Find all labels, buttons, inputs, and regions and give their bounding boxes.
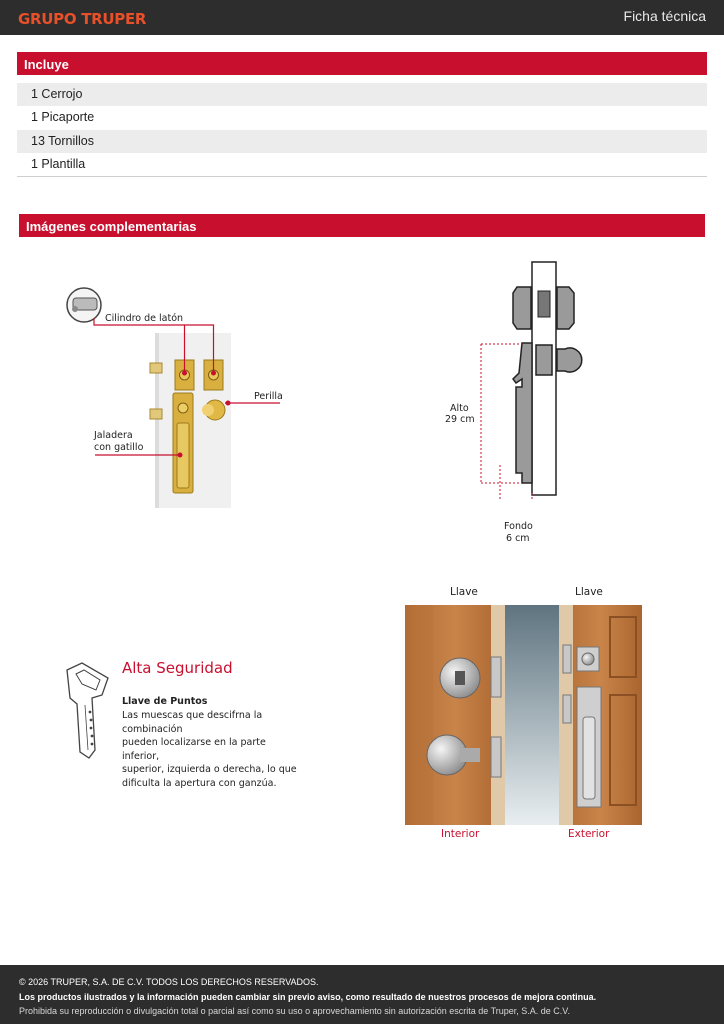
list-item: 1 Picaporte: [31, 110, 95, 125]
includes-list: [17, 83, 707, 177]
list-item: 1 Cerrojo: [17, 83, 707, 106]
photo-label-left-top: Llave: [450, 586, 478, 598]
photo-label-right-top: Llave: [575, 586, 603, 598]
footer: [0, 965, 724, 1024]
cylinder-label: Cilindro de latón: [105, 313, 184, 324]
depth-value: 6 cm: [506, 533, 530, 544]
photo-label-interior: Interior: [441, 828, 480, 840]
footer-prohibition: Prohibida su reproducción o divulgación total o parcial así como su uso o aprovechamiento sin autorización escrita de Truper, S.A. de C.V.: [19, 1006, 570, 1016]
brand-logo: GRUPO TRUPER: [18, 10, 147, 28]
height-label: Alto: [450, 403, 469, 414]
list-item: 13 Tornillos: [17, 130, 707, 153]
top-bar: [0, 0, 724, 35]
key-icon: [62, 660, 112, 765]
list-item: 1 Plantilla: [31, 156, 86, 171]
dimension-diagram: [470, 255, 600, 500]
cylinder-icon: [67, 288, 101, 322]
security-description: Las muescas que descifrna la combinación pueden localizarse en la parte inferior, superior, izquierda o derecha, lo que dificulta la apertura con ganzúa.: [122, 710, 297, 789]
photo-label-exterior: Exterior: [568, 828, 610, 840]
security-title: Alta Seguridad: [122, 659, 233, 677]
divider: [17, 176, 707, 177]
footer-notice: Los productos ilustrados y la información pueden cambiar sin previo aviso, como resultado de nuestros procesos de mejora continua.: [19, 991, 597, 1002]
handle-label-line2: con gatillo: [94, 442, 144, 453]
footer-copyright: © 2026 TRUPER, S.A. DE C.V. TODOS LOS DERECHOS RESERVADOS.: [19, 977, 319, 987]
depth-label: Fondo: [504, 521, 533, 532]
document-type: Ficha técnica: [623, 8, 706, 24]
handle-label-line1: Jaladera: [94, 430, 133, 441]
includes-heading: Incluye: [17, 52, 707, 75]
height-value: 29 cm: [445, 414, 475, 425]
knob-label: Perilla: [254, 391, 283, 402]
security-subtitle: Llave de Puntos: [122, 696, 208, 707]
images-heading: Imágenes complementarias: [19, 214, 705, 237]
door-hardware-photo: [405, 605, 642, 825]
